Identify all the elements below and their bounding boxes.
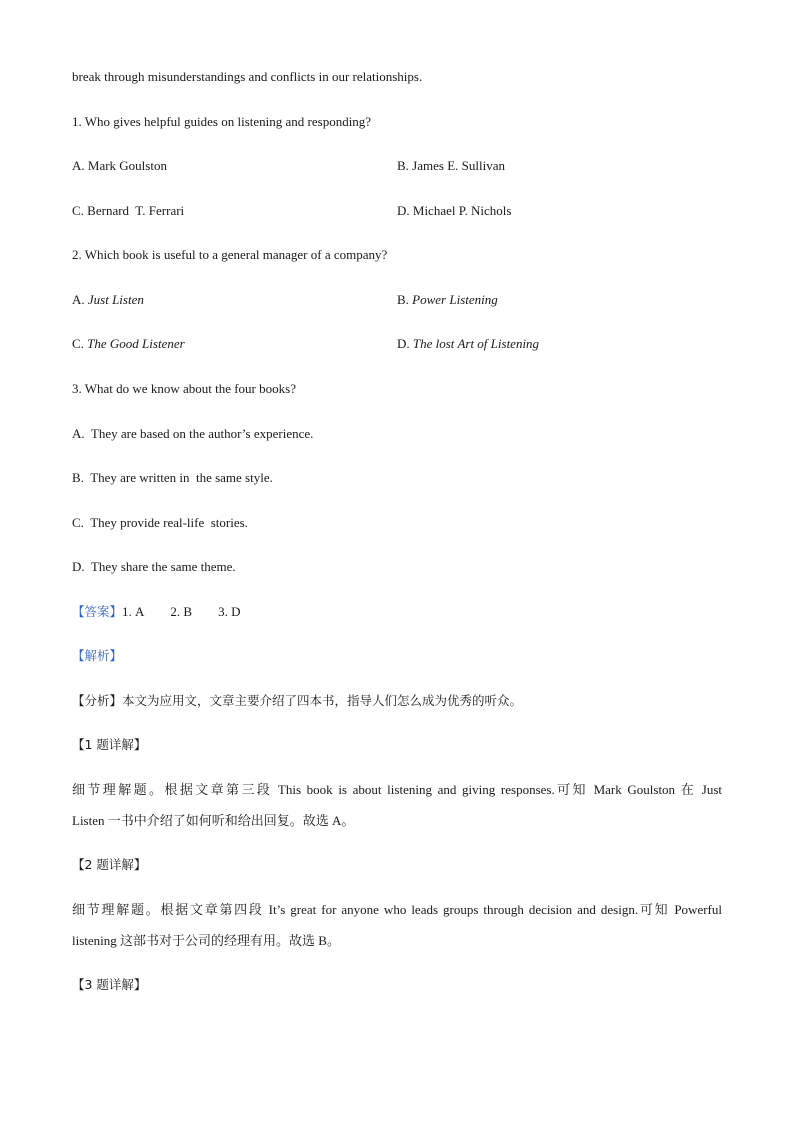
intro-line: break through misunderstandings and conflicts in our relationships.: [72, 69, 423, 84]
question-3-stem: 3. What do we know about the four books?: [72, 381, 296, 396]
q3-option-c: C. They provide real-life stories.: [72, 515, 248, 530]
detail-2-line-1: 细节理解题。根据文章第四段 It’s great for anyone who leads groups through decision and design.可知 Powerful: [72, 902, 722, 917]
q3-option-d: D. They share the same theme.: [72, 559, 236, 574]
detail-1-line-2: Listen 一书中介绍了如何听和给出回复。故选 A。: [72, 813, 355, 828]
q1-option-b: B. James E. Sullivan: [397, 158, 505, 173]
detail-2-line-2: listening 这部书对于公司的经理有用。故选 B。: [72, 933, 340, 948]
q1-option-d: D. Michael P. Nichols: [397, 203, 512, 218]
detail-1-line-1: 细节理解题。根据文章第三段 This book is about listening and giving responses.可知 Mark Goulston 在 Just: [72, 782, 722, 797]
q2-option-d: D. The lost Art of Listening: [397, 336, 540, 351]
detail-3-heading: 【3 题详解】: [72, 977, 147, 992]
q3-option-a: A. They are based on the author’s experience.: [72, 426, 314, 441]
detail-1-heading: 【1 题详解】: [72, 737, 147, 752]
answer-item: 2. B: [170, 604, 193, 619]
analysis-label: 【解析】: [72, 648, 123, 663]
question-1-stem: 1. Who gives helpful guides on listening and responding?: [72, 114, 372, 129]
summary-label: 【分析】: [72, 693, 123, 708]
q1-option-c: C. Bernard T. Ferrari: [72, 203, 185, 218]
answer-item: 3. D: [218, 604, 241, 619]
q2-option-c: C. The Good Listener: [72, 336, 185, 351]
q2-option-b: B. Power Listening: [397, 292, 498, 307]
q2-option-a: A. Just Listen: [72, 292, 144, 307]
answer-item: 1. A: [122, 604, 145, 619]
q3-option-b: B. They are written in the same style.: [72, 470, 273, 485]
summary-text: 本文为应用文，文章主要介绍了四本书，指导人们怎么成为优秀的听众。: [122, 693, 523, 708]
q1-option-a: A. Mark Goulston: [72, 158, 167, 173]
answer-line: [72, 604, 240, 620]
answer-label: 【答案】: [72, 604, 123, 619]
summary-line: [72, 693, 522, 709]
detail-2-heading: 【2 题详解】: [72, 857, 147, 872]
question-2-stem: 2. Which book is useful to a general manager of a company?: [72, 247, 388, 262]
